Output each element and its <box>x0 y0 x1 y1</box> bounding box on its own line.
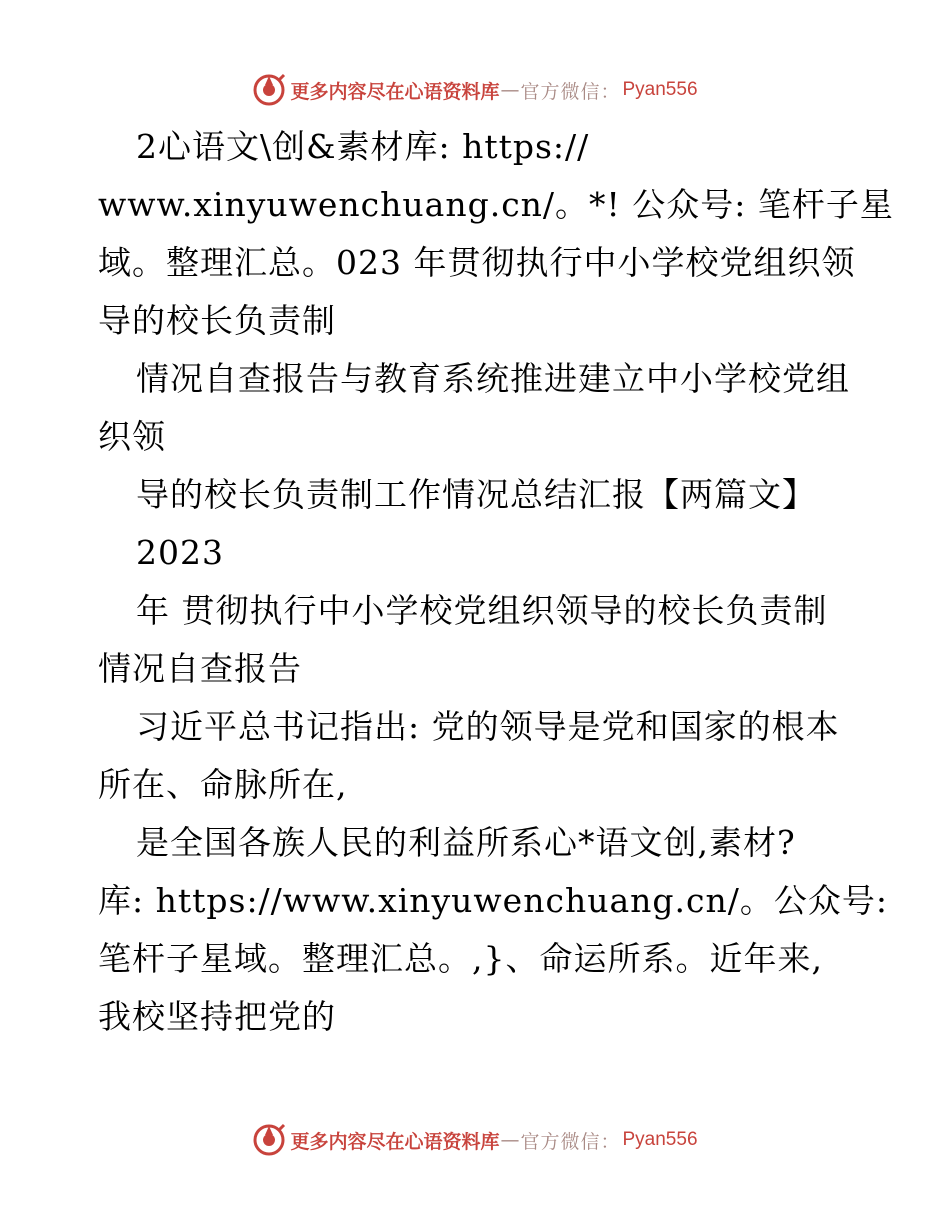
banner-wechat-label: 官方微信： <box>520 1130 621 1153</box>
body-line-6: 织领 <box>98 417 166 456</box>
body-line-1: 2心语文\创&素材库: https:// <box>136 127 590 166</box>
body-line-10: 情况自查报告 <box>98 649 302 688</box>
document-body <box>98 118 894 1046</box>
body-line-7: 导的校长负责制工作情况总结汇报【两篇文】 <box>136 475 816 514</box>
footer-banner <box>0 1120 950 1160</box>
body-line-5: 情况自查报告与教育系统推进建立中小学校党组 <box>136 359 850 398</box>
body-line-16: 我校坚持把党的 <box>98 997 336 1036</box>
body-line-14: 库: https://www.xinyuwenchuang.cn/。公众号: <box>98 881 888 920</box>
logo-icon <box>252 73 286 107</box>
banner-wechat-handle: Pyan556 <box>622 79 698 100</box>
body-line-11: 习近平总书记指出: 党的领导是党和国家的根本 <box>136 707 840 746</box>
banner-wechat-handle: Pyan556 <box>622 1129 698 1150</box>
banner-dash: — <box>500 79 520 101</box>
banner-dash: — <box>500 1129 520 1151</box>
body-line-13: 是全国各族人民的利益所系心*语文创,素材? <box>136 823 796 862</box>
body-line-9: 年 贯彻执行中小学校党组织领导的校长负责制 <box>136 591 828 630</box>
logo-icon <box>252 1123 286 1157</box>
body-line-3: 域。整理汇总。023 年贯彻执行中小学校党组织领 <box>98 243 856 282</box>
banner-brand-text: 更多内容尽在心语资料库 <box>290 80 500 103</box>
body-line-4: 导的校长负责制 <box>98 301 336 340</box>
header-banner <box>0 70 950 110</box>
body-line-2: www.xinyuwenchuang.cn/。*! 公众号: 笔杆子星 <box>98 185 894 224</box>
body-line-12: 所在、命脉所在, <box>98 765 348 804</box>
body-line-8: 2023 <box>136 533 224 572</box>
banner-brand-text: 更多内容尽在心语资料库 <box>290 1130 500 1153</box>
body-line-15: 笔杆子星域。整理汇总。,}、命运所系。近年来, <box>98 939 823 978</box>
banner-wechat-label: 官方微信： <box>520 80 621 103</box>
